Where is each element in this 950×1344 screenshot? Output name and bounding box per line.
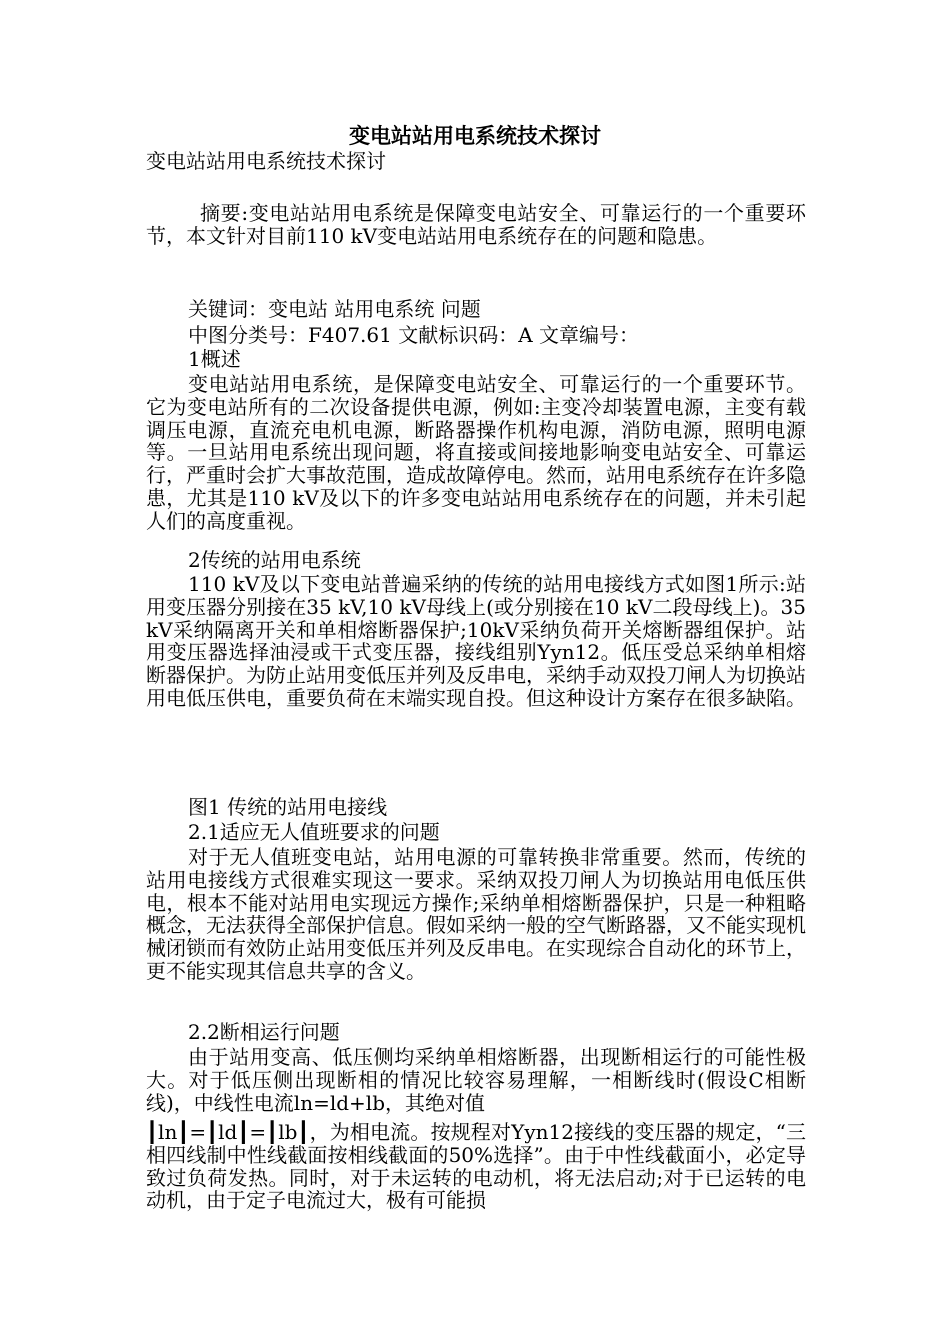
abstract-paragraph: 摘要:变电站站用电系统是保障变电站安全、可靠运行的一个重要环节，本文针对目前110 kV变电站站用电系统存在的问题和隐患。 <box>146 201 806 248</box>
section-2-2-heading: 2.2断相运行问题 <box>188 1020 340 1044</box>
classification-line: 中图分类号：F407.61 文献标识码：A 文章编号： <box>188 323 640 347</box>
section-2-2-body: 由于站用变高、低压侧均采纳单相熔断器，出现断相运行的可能性极大。对于低压侧出现断相的情况比较容易理解，一相断线时(假设C相断线)，中线性电流ln=ld+lb，其绝对值 <box>146 1045 806 1115</box>
section-2-2-formula-text: ┃ln┃=┃ld┃=┃lb┃，为相电流。按规程对Yyn12接线的变压器的规定，“三相四线制中性线截面按相线截面的50%选择”。由于中性线截面小，必定导致过负荷发热。同时，对于未运转的电动机，将无法启动;对于已运转的电动机，由于定子电流过大，极有可能损 <box>146 1120 806 1213</box>
section-2-1-body: 对于无人值班变电站，站用电源的可靠转换非常重要。然而，传统的站用电接线方式很难实现这一要求。采纳双投刀闸人为切换站用电低压供电，根本不能对站用电实现远方操作;采纳单相熔断器保护，只是一种粗略概念，无法获得全部保护信息。假如采纳一般的空气断路器，又不能实现机械闭锁而有效防止站用变低压并列及反串电。在实现综合自动化的环节上，更不能实现其信息共享的含义。 <box>146 845 806 983</box>
section-2-1-heading: 2.1适应无人值班要求的问题 <box>188 820 440 844</box>
section-1-body: 变电站站用电系统，是保障变电站安全、可靠运行的一个重要环节。它为变电站所有的二次设备提供电源，例如:主变冷却装置电源，主变有载调压电源，直流充电机电源，断路器操作机构电源，消防电源，照明电源等。一旦站用电系统出现问题，将直接或间接地影响变电站安全、可靠运行，严重时会扩大事故范围，造成故障停电。然而，站用电系统存在许多隐患，尤其是110 kV及以下的许多变电站站用电系统存在的问题，并未引起人们的高度重视。 <box>146 372 806 533</box>
keywords-line: 关键词：变电站 站用电系统 问题 <box>188 297 481 321</box>
document-subtitle: 变电站站用电系统技术探讨 <box>146 149 386 173</box>
section-2-body: 110 kV及以下变电站普遍采纳的传统的站用电接线方式如图1所示:站用变压器分别接在35 kV,10 kV母线上(或分别接在10 kV二段母线上)。35 kV采纳隔离开关和单相熔断器保护;10kV采纳负荷开关熔断器组保护。站用变压器选择油浸或干式变压器，接线组别Yyn12。低压受总采纳单相熔断器保护。为防止站用变低压并列及反串电，采纳手动双投刀闸人为切换站用电低压供电，重要负荷在末端实现自投。但这种设计方案存在很多缺陷。 <box>146 572 806 710</box>
section-1-heading: 1概述 <box>188 347 241 371</box>
document-title: 变电站站用电系统技术探讨 <box>349 123 601 148</box>
section-2-heading: 2传统的站用电系统 <box>188 548 361 572</box>
figure-caption: 图1 传统的站用电接线 <box>188 795 388 819</box>
